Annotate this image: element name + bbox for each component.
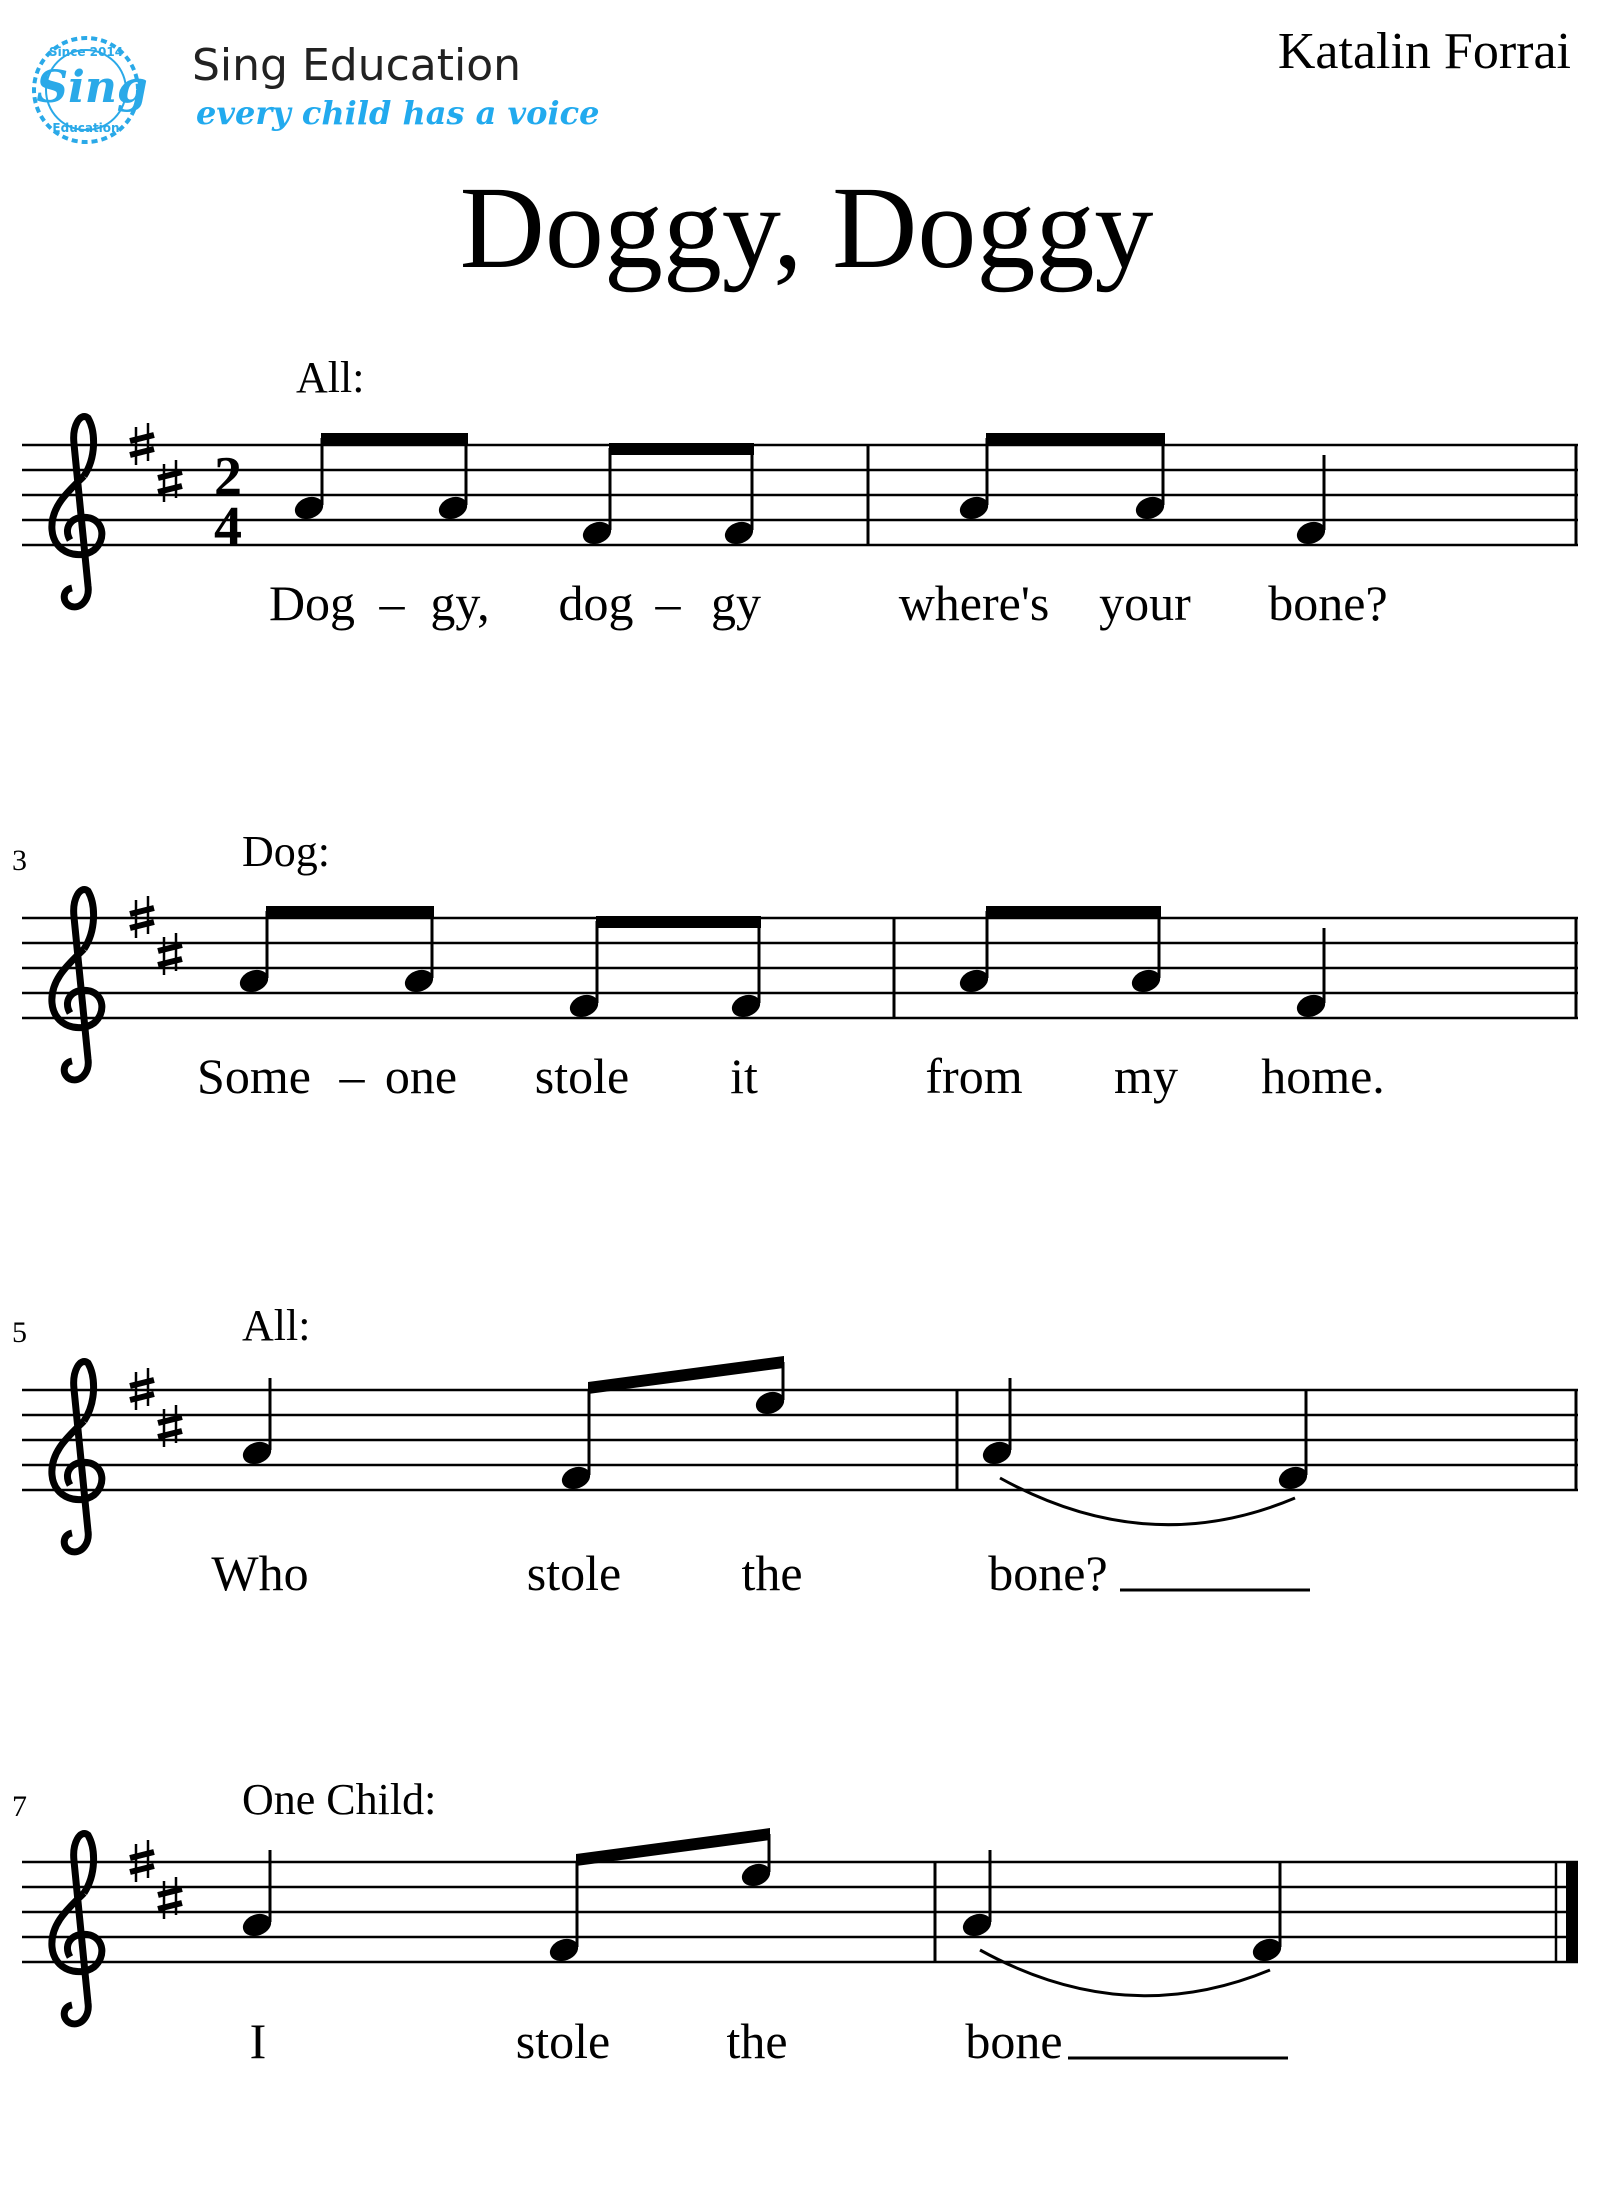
lyric-syllable: I	[249, 2013, 267, 2069]
staff-system-2	[12, 827, 1578, 1104]
composer-name: Katalin Forrai	[1277, 23, 1571, 80]
lyrics	[211, 1545, 1107, 1601]
lyric-syllable: home.	[1261, 1048, 1385, 1104]
notes	[240, 1356, 1309, 1492]
brand-name: Sing Education	[192, 40, 522, 91]
lyric-syllable: dog	[558, 575, 634, 631]
lyric-syllable: stole	[526, 1545, 622, 1601]
beam	[986, 906, 1161, 918]
part-label: All:	[242, 1301, 311, 1350]
logo-ring-top: Since 2014	[48, 45, 124, 59]
part-label: One Child:	[242, 1775, 437, 1824]
beam	[609, 443, 754, 455]
notes	[237, 906, 1327, 1020]
lyric-syllable: gy	[711, 575, 761, 631]
slur	[980, 1950, 1270, 1996]
lyric-syllable: gy,	[430, 575, 490, 631]
lyric-syllable: Who	[211, 1545, 309, 1601]
beam	[576, 1828, 770, 1866]
part-label: All:	[296, 353, 365, 402]
staff-system-4	[12, 1775, 1578, 2069]
lyric-hyphen: –	[339, 1048, 365, 1104]
song-title: Doggy, Doggy	[459, 162, 1154, 293]
lyrics	[197, 1048, 1385, 1104]
lyrics	[250, 2013, 1063, 2069]
beam	[266, 906, 434, 918]
lyric-syllable: where's	[898, 575, 1050, 631]
lyric-syllable: bone?	[1268, 575, 1388, 631]
time-signature-numerator: 2	[214, 446, 242, 508]
brand-tagline: every child has a voice	[196, 94, 600, 132]
beam	[596, 916, 761, 928]
logo-text: Sing	[36, 62, 148, 113]
lyric-syllable: my	[1114, 1048, 1178, 1104]
beam	[588, 1356, 784, 1394]
beam	[321, 433, 468, 445]
lyric-syllable: your	[1099, 575, 1191, 631]
lyric-hyphen: –	[379, 575, 405, 631]
lyric-syllable: bone?	[988, 1545, 1108, 1601]
lyric-syllable: from	[925, 1048, 1023, 1104]
slur	[1000, 1478, 1295, 1525]
lyrics	[269, 575, 1388, 631]
lyric-syllable: the	[726, 2013, 788, 2069]
lyric-syllable: Some	[197, 1048, 311, 1104]
lyric-syllable: one	[384, 1048, 458, 1104]
lyric-syllable: stole	[534, 1048, 630, 1104]
lyric-hyphen: –	[655, 575, 681, 631]
lyric-syllable: it	[730, 1048, 758, 1104]
staff-system-1	[22, 353, 1578, 631]
staff-lines	[22, 918, 1578, 1018]
final-barline	[1566, 1862, 1578, 1962]
logo-ring-bottom: Education	[52, 121, 120, 135]
notes	[292, 433, 1327, 547]
notes	[240, 1828, 1283, 1964]
lyric-syllable: Dog	[268, 575, 356, 631]
measure-number: 5	[12, 1316, 27, 1349]
staff-lines	[22, 1390, 1578, 1490]
lyric-syllable: stole	[515, 2013, 611, 2069]
measure-number: 3	[12, 844, 27, 877]
staff-system-3	[12, 1301, 1578, 1601]
beam	[986, 433, 1165, 445]
staff-lines	[22, 445, 1578, 545]
part-label: Dog:	[242, 827, 330, 876]
staff-lines	[22, 1862, 1578, 1962]
lyric-syllable: bone	[965, 2013, 1063, 2069]
measure-number: 7	[12, 1790, 27, 1823]
time-signature-denominator: 4	[214, 496, 242, 558]
lyric-syllable: the	[741, 1545, 803, 1601]
